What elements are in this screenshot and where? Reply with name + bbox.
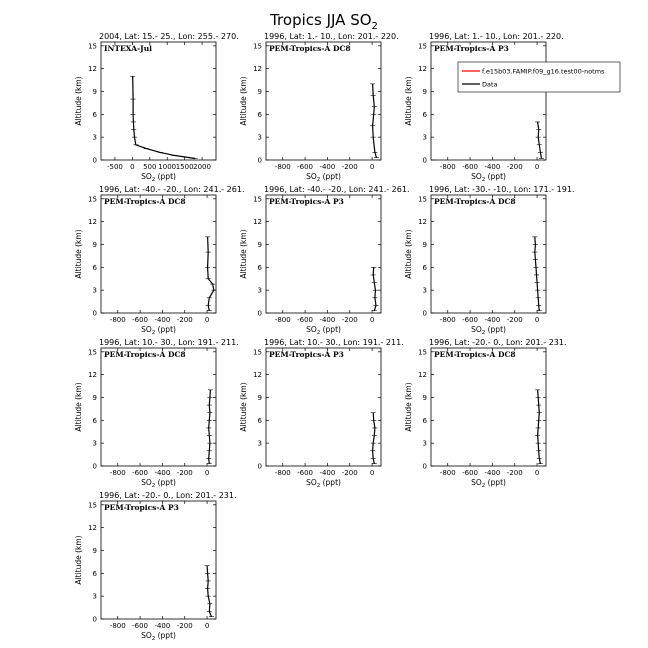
panel-4 [74,185,245,336]
y-tick-label: 15 [253,42,262,51]
panel-10 [74,491,237,642]
y-tick-label: 15 [418,348,427,357]
x-tick-label: 0 [534,316,540,324]
y-tick-label: 3 [257,286,262,295]
x-tick-label: -800 [274,469,291,477]
y-tick-label: 12 [88,524,97,533]
y-tick-label: 12 [418,371,427,380]
x-tick-label: -500 [106,163,123,171]
y-tick-label: 15 [253,195,262,204]
panel-2 [239,32,399,183]
y-tick-label: 0 [92,462,97,471]
y-axis-label: Altitude (km) [239,229,248,279]
y-tick-label: 0 [257,462,262,471]
x-tick-label: 0 [534,469,540,477]
x-tick-label: -600 [132,316,149,324]
figure-title: Tropics JJA $SO_2$ [270,11,378,32]
x-tick-label: 0 [204,469,210,477]
panel-label: INTEXA-Jul [104,44,152,53]
x-tick-label: 0 [369,163,375,171]
x-tick-label: -400 [484,469,501,477]
x-tick-label: -800 [439,163,456,171]
x-tick-label: -800 [109,316,126,324]
data-line [209,390,211,464]
y-tick-label: 15 [418,42,427,51]
y-axis-label: Altitude (km) [74,229,83,279]
data-line [208,237,214,311]
y-axis-label: Altitude (km) [239,76,248,126]
y-tick-label: 6 [257,110,262,119]
x-tick-label: -200 [506,163,523,171]
plot-frame [101,501,216,619]
x-tick-label: -600 [297,469,314,477]
x-tick-label: -600 [462,469,479,477]
x-tick-label: -800 [109,622,126,630]
y-tick-label: 9 [92,87,97,96]
y-tick-label: 9 [92,546,97,555]
y-axis-label: Altitude (km) [404,229,413,279]
x-tick-label: -400 [154,469,171,477]
y-tick-label: 3 [257,439,262,448]
y-tick-label: 0 [422,156,427,165]
legend-label: f.e15b03.FAMIP.f09_g16.test00-notms [482,67,605,76]
panel-label: PEM-Tropics-A P3 [104,503,179,512]
y-tick-label: 0 [422,309,427,318]
panel-header: 1996, Lat: 10.- 30., Lon: 191.- 211. [264,338,404,347]
data-line [538,122,542,159]
y-tick-label: 15 [88,348,97,357]
panel-label: PEM-Tropics-A DC8 [104,350,186,359]
y-tick-label: 15 [418,195,427,204]
x-tick-label: -200 [341,163,358,171]
x-tick-label: 1500 [175,163,194,171]
y-axis-label: Altitude (km) [74,76,83,126]
panel-header: 1996, Lat: -20.- 0., Lon: 201.- 231. [429,338,567,347]
panel-header: 1996, Lat: -40.- -20., Lon: 241.- 261. [264,185,410,194]
panel-header: 1996, Lat: -40.- -20., Lon: 241.- 261. [99,185,245,194]
panel-header: 1996, Lat: -30.- -10., Lon: 171.- 191. [429,185,575,194]
y-tick-label: 0 [92,309,97,318]
x-axis-label: $SO_2$ (ppt) [141,172,176,183]
x-axis-label: $SO_2$ (ppt) [471,172,506,183]
panel-label: PEM-Tropics-A DC8 [269,44,351,53]
x-tick-label: -400 [319,469,336,477]
panel-header: 1996, Lat: -20.- 0., Lon: 201.- 231. [99,491,237,500]
plot-frame [266,195,381,313]
y-tick-label: 3 [257,133,262,142]
x-tick-label: -200 [341,316,358,324]
y-tick-label: 6 [92,110,97,119]
x-tick-label: -400 [319,163,336,171]
y-tick-label: 6 [92,416,97,425]
y-tick-label: 15 [88,195,97,204]
y-tick-label: 12 [88,65,97,74]
y-tick-label: 12 [88,218,97,227]
y-tick-label: 6 [422,416,427,425]
x-tick-label: 0 [204,622,210,630]
y-axis-label: Altitude (km) [239,382,248,432]
x-axis-label: $SO_2$ (ppt) [141,325,176,336]
y-tick-label: 12 [418,65,427,74]
data-line [373,267,376,310]
y-tick-label: 9 [422,393,427,402]
x-tick-label: 1000 [158,163,177,171]
x-tick-label: -400 [319,316,336,324]
x-tick-label: -600 [297,316,314,324]
panel-header: 1996, Lat: 1.- 10., Lon: 201.- 220. [429,32,564,41]
panel-label: PEM-Tropics-A DC8 [104,197,186,206]
y-tick-label: 6 [257,416,262,425]
plot-frame [101,348,216,466]
x-tick-label: -400 [154,316,171,324]
panel-9 [404,338,567,489]
x-tick-label: 0 [369,469,375,477]
y-tick-label: 3 [422,133,427,142]
panel-1 [74,32,239,183]
y-tick-label: 9 [257,393,262,402]
x-tick-label: 0 [204,316,210,324]
y-tick-label: 6 [257,263,262,272]
y-tick-label: 9 [92,240,97,249]
panel-label: PEM-Tropics-A P3 [269,350,344,359]
x-tick-label: -200 [176,622,193,630]
plot-frame [431,195,546,313]
x-tick-label: 0 [369,316,375,324]
y-tick-label: 6 [92,569,97,578]
y-tick-label: 12 [88,371,97,380]
y-tick-label: 0 [92,156,97,165]
panel-label: PEM-Tropics-A DC8 [434,350,516,359]
y-tick-label: 6 [422,263,427,272]
x-tick-label: -800 [439,316,456,324]
data-line [538,390,541,464]
panel-8 [239,338,404,489]
data-line [133,76,195,158]
y-tick-label: 12 [253,65,262,74]
y-tick-label: 9 [257,87,262,96]
y-tick-label: 9 [422,240,427,249]
panel-header: 1996, Lat: 1.- 10., Lon: 201.- 220. [264,32,399,41]
y-axis-label: Altitude (km) [74,382,83,432]
panel-header: 1996, Lat: 10.- 30., Lon: 191.- 211. [99,338,239,347]
x-tick-label: -200 [506,469,523,477]
panel-header: 2004, Lat: 15.- 25., Lon: 255.- 270. [99,32,239,41]
y-tick-label: 0 [422,462,427,471]
y-tick-label: 12 [418,218,427,227]
y-tick-label: 9 [92,393,97,402]
y-tick-label: 3 [92,133,97,142]
y-tick-label: 3 [422,286,427,295]
y-tick-label: 12 [253,371,262,380]
panel-label: PEM-Tropics-A P3 [269,197,344,206]
panel-3 [404,32,564,183]
y-tick-label: 15 [88,42,97,51]
y-tick-label: 0 [257,309,262,318]
y-axis-label: Altitude (km) [404,382,413,432]
x-tick-label: -800 [274,163,291,171]
plot-frame [431,42,546,160]
x-tick-label: -600 [132,469,149,477]
plot-frame [101,195,216,313]
x-tick-label: -200 [176,316,193,324]
y-tick-label: 0 [92,615,97,624]
plot-frame [266,42,381,160]
x-tick-label: 0 [534,163,540,171]
x-tick-label: -800 [274,316,291,324]
x-axis-label: $SO_2$ (ppt) [306,172,341,183]
legend-label: Data [482,80,498,89]
y-tick-label: 3 [92,286,97,295]
x-tick-label: 0 [130,163,135,171]
x-axis-label: $SO_2$ (ppt) [141,631,176,642]
x-tick-label: 500 [143,163,157,171]
x-tick-label: -600 [132,622,149,630]
y-tick-label: 9 [257,240,262,249]
x-axis-label: $SO_2$ (ppt) [306,478,341,489]
y-tick-label: 6 [92,263,97,272]
x-tick-label: -200 [176,469,193,477]
x-tick-label: -600 [297,163,314,171]
x-tick-label: -600 [462,316,479,324]
y-tick-label: 15 [253,348,262,357]
y-tick-label: 3 [92,439,97,448]
x-tick-label: 2000 [193,163,211,171]
x-axis-label: $SO_2$ (ppt) [471,325,506,336]
x-tick-label: -800 [109,469,126,477]
y-tick-label: 0 [257,156,262,165]
plot-frame [431,348,546,466]
x-tick-label: -400 [484,163,501,171]
y-tick-label: 15 [88,501,97,510]
plot-frame [101,42,216,160]
plot-frame [266,348,381,466]
x-tick-label: -400 [154,622,171,630]
y-tick-label: 3 [422,439,427,448]
panel-6 [404,185,575,336]
x-axis-label: $SO_2$ (ppt) [141,478,176,489]
x-axis-label: $SO_2$ (ppt) [471,478,506,489]
panel-label: PEM-Tropics-A P3 [434,44,509,53]
x-axis-label: $SO_2$ (ppt) [306,325,341,336]
panel-7 [74,338,239,489]
x-tick-label: -200 [341,469,358,477]
x-tick-label: -600 [462,163,479,171]
y-tick-label: 9 [422,87,427,96]
data-line [535,237,540,311]
y-axis-label: Altitude (km) [404,76,413,126]
panel-5 [239,185,410,336]
data-line [373,84,377,158]
x-tick-label: -200 [506,316,523,324]
x-tick-label: -800 [439,469,456,477]
y-tick-label: 12 [253,218,262,227]
y-axis-label: Altitude (km) [74,535,83,585]
panel-label: PEM-Tropics-A DC8 [434,197,516,206]
y-tick-label: 3 [92,592,97,601]
legend [458,62,620,92]
panels [74,32,575,642]
y-tick-label: 6 [422,110,427,119]
x-tick-label: -400 [484,316,501,324]
